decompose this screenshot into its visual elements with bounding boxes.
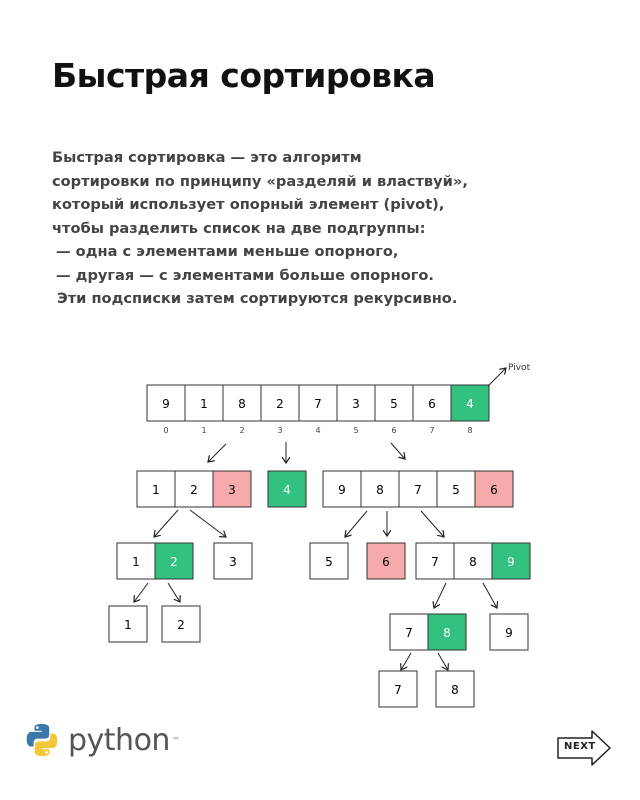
array-cell (162, 606, 200, 642)
arrow-icon (483, 583, 497, 608)
array-cell (147, 385, 185, 421)
array-cell (310, 543, 348, 579)
description-line: сортировки по принципу «разделяй и властвуй», (52, 172, 468, 190)
index-label: 2 (239, 426, 245, 435)
array-cell (361, 471, 399, 507)
description-line: Быстрая сортировка — это алгоритм (52, 149, 362, 166)
array-value: 3 (228, 483, 236, 497)
array-cell (337, 385, 375, 421)
array-value: 1 (132, 555, 140, 569)
arrow-icon (401, 653, 411, 670)
array-value: 8 (469, 555, 477, 569)
highlighted-cell (475, 471, 513, 507)
highlighted-cell (367, 543, 405, 579)
array-value: 7 (314, 397, 322, 411)
array-indices (163, 426, 472, 435)
next-button[interactable] (556, 728, 612, 768)
array-value: 5 (390, 397, 398, 411)
index-label: 3 (277, 426, 283, 435)
array-cell (223, 385, 261, 421)
array-value: 8 (238, 397, 246, 411)
pivot-value: 4 (466, 397, 474, 411)
description-line: — одна с элементами меньше опорного, (56, 243, 399, 260)
index-label: 1 (201, 426, 207, 435)
python-wordmark: python (68, 722, 170, 758)
array-value: 1 (152, 483, 160, 497)
array-cell (413, 385, 451, 421)
array-value: 1 (200, 397, 208, 411)
array-cell (214, 543, 252, 579)
array-value: 9 (338, 483, 346, 497)
arrow-icon (168, 583, 180, 602)
array-value: 7 (394, 683, 402, 697)
arrow-icon (190, 510, 226, 537)
array-cell (109, 606, 147, 642)
array-cell (175, 471, 213, 507)
array-value: 8 (376, 483, 384, 497)
pivot-pointer (488, 363, 531, 386)
array-value: 9 (162, 397, 170, 411)
array-value: 9 (505, 626, 513, 640)
array-value: 7 (414, 483, 422, 497)
page-title: Быстрая сортировка (52, 56, 436, 95)
arrow-icon (134, 583, 148, 602)
array-value: 8 (451, 683, 459, 697)
array-value: 3 (352, 397, 360, 411)
index-label: 6 (391, 426, 397, 435)
python-logo-icon (24, 722, 60, 758)
right-partition (323, 471, 513, 507)
array-cell (436, 671, 474, 707)
array-value: 2 (177, 618, 185, 632)
index-label: 4 (315, 426, 321, 435)
trademark: ™ (171, 735, 180, 745)
array-value: 6 (490, 483, 498, 497)
pivot-value: 4 (283, 483, 291, 497)
next-label: NEXT (564, 741, 596, 752)
arrow-icon (421, 511, 444, 537)
array-value: 2 (190, 483, 198, 497)
array-value: 3 (229, 555, 237, 569)
array-value: 5 (452, 483, 460, 497)
pivot-value: 9 (507, 555, 515, 569)
pivot-cell (155, 543, 193, 579)
array-cell (437, 471, 475, 507)
left-partition (137, 471, 251, 507)
array-cell (454, 543, 492, 579)
array-cell (299, 385, 337, 421)
description-line: который использует опорный элемент (pivot), (52, 196, 445, 213)
array-cell (117, 543, 155, 579)
arrow-icon (438, 653, 448, 670)
array-cell (375, 385, 413, 421)
pivot-cell (492, 543, 530, 579)
highlighted-cell (213, 471, 251, 507)
arrow-icon (345, 511, 367, 537)
description-line: Эти подсписки затем сортируются рекурсивно. (57, 290, 458, 307)
array-value: 6 (428, 397, 436, 411)
array-cell (379, 671, 417, 707)
arrow-icon (391, 443, 405, 459)
index-label: 5 (353, 426, 359, 435)
array-value: 2 (276, 397, 284, 411)
index-label: 8 (467, 426, 473, 435)
pivot-value: 8 (443, 626, 451, 640)
index-label: 0 (163, 426, 169, 435)
arrow-icon (434, 583, 446, 608)
array-cell (137, 471, 175, 507)
array-cell (323, 471, 361, 507)
array-cell (490, 614, 528, 650)
pivot-cell (268, 471, 306, 507)
full-array (147, 385, 489, 421)
arrow-icon (154, 510, 178, 537)
description-line: чтобы разделить список на две подгруппы: (52, 219, 426, 237)
array-value: 7 (405, 626, 413, 640)
array-cell (185, 385, 223, 421)
pivot-cell (428, 614, 466, 650)
pivot-label: Pivot (508, 363, 531, 373)
arrow-icon (208, 444, 226, 462)
array-cell (390, 614, 428, 650)
index-label: 7 (429, 426, 435, 435)
pivot-value: 2 (170, 555, 178, 569)
array-value: 5 (325, 555, 333, 569)
array-value: 1 (124, 618, 132, 632)
array-cell (261, 385, 299, 421)
python-logo (24, 722, 180, 758)
array-value: 6 (382, 555, 390, 569)
pivot-cell (451, 385, 489, 421)
description-line: — другая — с элементами больше опорного. (56, 266, 434, 284)
array-cell (416, 543, 454, 579)
pivot-arrow-icon (488, 368, 506, 386)
array-value: 7 (431, 555, 439, 569)
array-cell (399, 471, 437, 507)
